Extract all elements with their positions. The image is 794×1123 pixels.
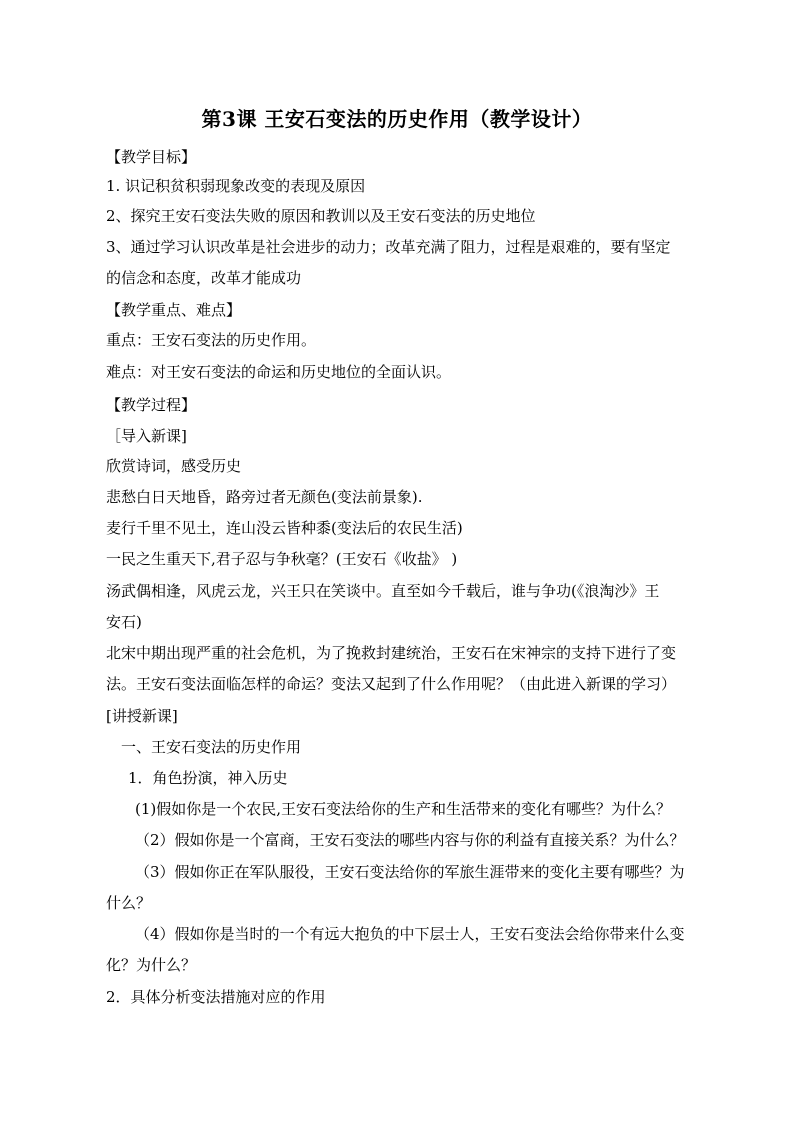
lecture-heading: [讲授新课] — [106, 707, 178, 725]
question-3: （3）假如你正在军队服役，王安石变法给你的军旅生涯带来的变化主要有哪些？为 — [135, 863, 685, 881]
goal-item-3: 3、通过学习认识改革是社会进步的动力；改革充满了阻力，过程是艰难的，要有坚定 — [106, 238, 671, 256]
key-points-heading: 【教学重点、难点】 — [106, 301, 242, 319]
question-4-cont: 化？为什么？ — [106, 956, 197, 974]
intro-line-8: 法。王安石变法面临怎样的命运？变法又起到了什么作用呢？（由此进入新课的学习） — [106, 675, 677, 693]
question-1: (1)假如你是一个农民,王安石变法给你的生产和生活带来的变化有哪些？为什么？ — [135, 800, 672, 818]
question-3-cont: 什么？ — [106, 894, 152, 912]
intro-line-5: 汤武偶相逢，风虎云龙，兴王只在笑谈中。直至如今千载后，谁与争功(《浪淘沙》王 — [106, 582, 660, 600]
goal-item-1: 1. 识记积贫积弱现象改变的表现及原因 — [106, 177, 366, 195]
intro-heading: ［导入新课] — [106, 427, 187, 445]
section-1-heading: 一、王安石变法的历史作用 — [121, 738, 302, 756]
intro-line-4: 一民之生重天下,君子忍与争秋毫？(王安石《收盐》 ) — [106, 550, 458, 568]
key-point-difficulty: 难点：对王安石变法的命运和历史地位的全面认识。 — [106, 363, 452, 381]
goals-heading: 【教学目标】 — [106, 148, 197, 166]
intro-line-1: 欣赏诗词，感受历史 — [106, 457, 242, 475]
intro-line-7: 北宋中期出现严重的社会危机，为了挽救封建统治，王安石在宋神宗的支持下进行了变 — [106, 644, 677, 662]
goal-item-3-cont: 的信念和态度，改革才能成功 — [106, 269, 302, 287]
question-2: （2）假如你是一个富商，王安石变法的哪些内容与你的利益有直接关系？为什么？ — [135, 831, 685, 849]
intro-line-2: 悲愁白日天地昏，路旁过者无颜色(变法前景象). — [106, 488, 423, 506]
process-heading: 【教学过程】 — [106, 396, 197, 414]
lesson-title: 第3课 王安石变法的历史作用（教学设计） — [201, 107, 593, 131]
subsection-1-heading: 1．角色扮演，神入历史 — [128, 769, 288, 787]
question-4: （4）假如你是当时的一个有远大抱负的中下层士人，王安石变法会给你带来什么变 — [135, 925, 685, 943]
intro-line-3: 麦行千里不见土，连山没云皆种黍(变法后的农民生活) — [106, 519, 463, 537]
goal-item-2: 2、探究王安石变法失败的原因和教训以及王安石变法的历史地位 — [106, 207, 536, 225]
subsection-2-heading: 2．具体分析变法措施对应的作用 — [106, 988, 326, 1006]
key-point-focus: 重点：王安石变法的历史作用。 — [106, 331, 317, 349]
intro-line-6: 安石) — [106, 613, 142, 631]
